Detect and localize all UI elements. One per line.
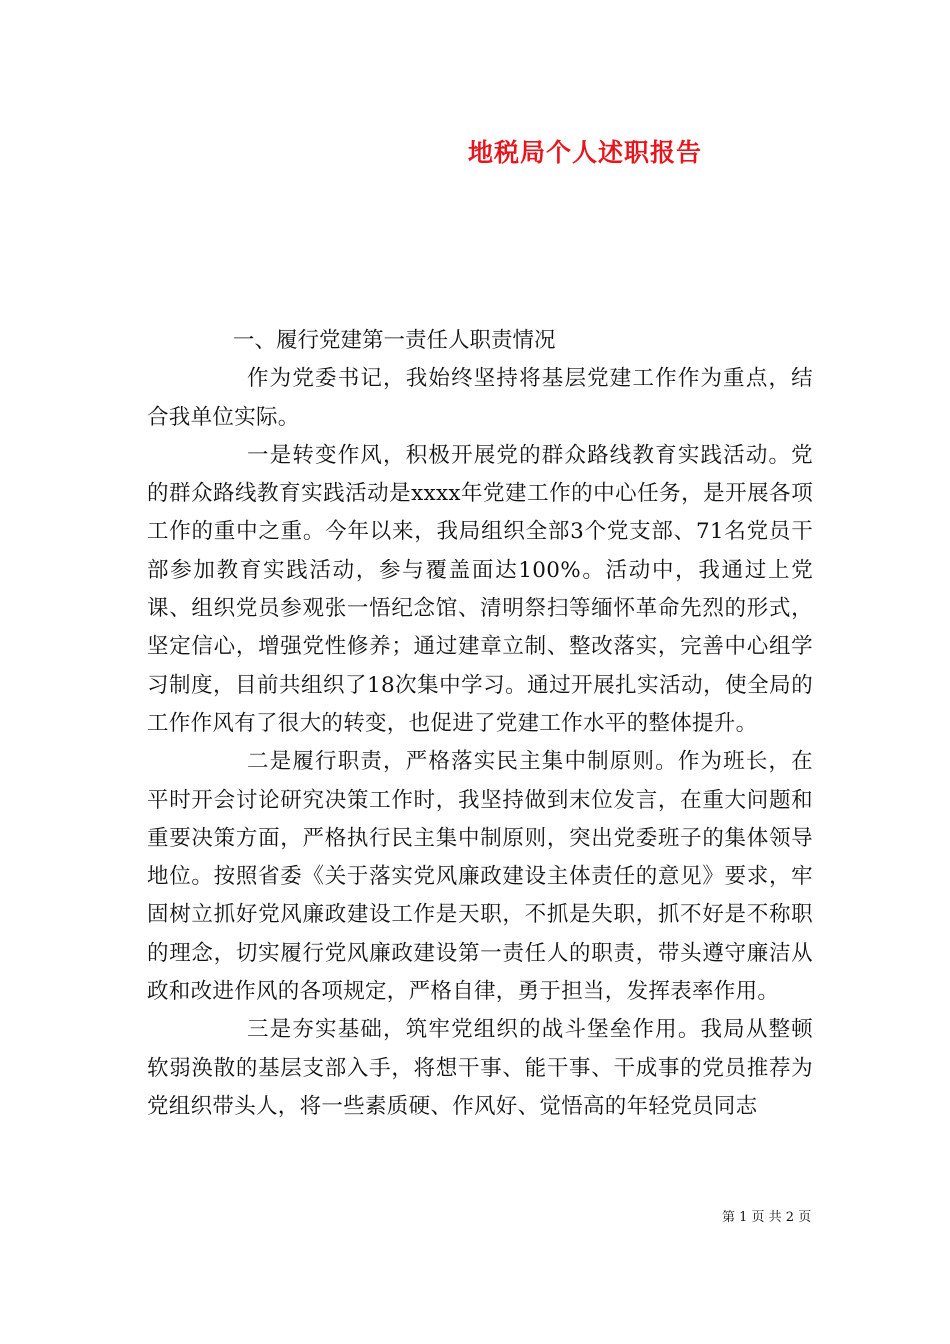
paragraph: 二是履行职责，严格落实民主集中制原则。作为班长，在平时开会讨论研究决策工作时，我坚持做到末位发言，在重大问题和重要决策方面，严格执行民主集中制原则，突出党委班子的集体领导地位。按照省委《关于落实党风廉政建设主体责任的意见》要求，牢固树立抓好党风廉政建设工作是天职，不抓是失职，抓不好是不称职的理念，切实履行党风廉政建设第一责任人的职责，带头遵守廉洁从政和改进作风的各项规定，严格自律，勇于担当，发挥表率作用。 xyxy=(147,749,813,1005)
paragraph: 作为党委书记，我始终坚持将基层党建工作作为重点，结合我单位实际。 xyxy=(147,366,813,430)
paragraph: 一是转变作风，积极开展党的群众路线教育实践活动。党的群众路线教育实践活动是xxxx年党建工作的中心任务，是开展各项工作的重中之重。今年以来，我局组织全部3个党支部、71名党员干部参加教育实践活动，参与覆盖面达100%。活动中，我通过上党课、组织党员参观张一悟纪念馆、清明祭扫等缅怀革命先烈的形式，坚定信心，增强党性修养；通过建章立制、整改落实，完善中心组学习制度，目前共组织了18次集中学习。通过开展扎实活动，使全局的工作作风有了很大的转变，也促进了党建工作水平的整体提升。 xyxy=(147,442,813,736)
document-body xyxy=(147,322,813,1126)
page-number-footer: 第 1 页 共 2 页 xyxy=(722,1210,812,1225)
paragraph: 三是夯实基础，筑牢党组织的战斗堡垒作用。我局从整顿软弱涣散的基层支部入手，将想干事、能干事、干成事的党员推荐为党组织带头人，将一些素质硬、作风好、觉悟高的年轻党员同志 xyxy=(147,1017,813,1119)
document-title: 地税局个人述职报告 xyxy=(468,138,703,167)
section-heading: 一、履行党建第一责任人职责情况 xyxy=(233,328,556,353)
